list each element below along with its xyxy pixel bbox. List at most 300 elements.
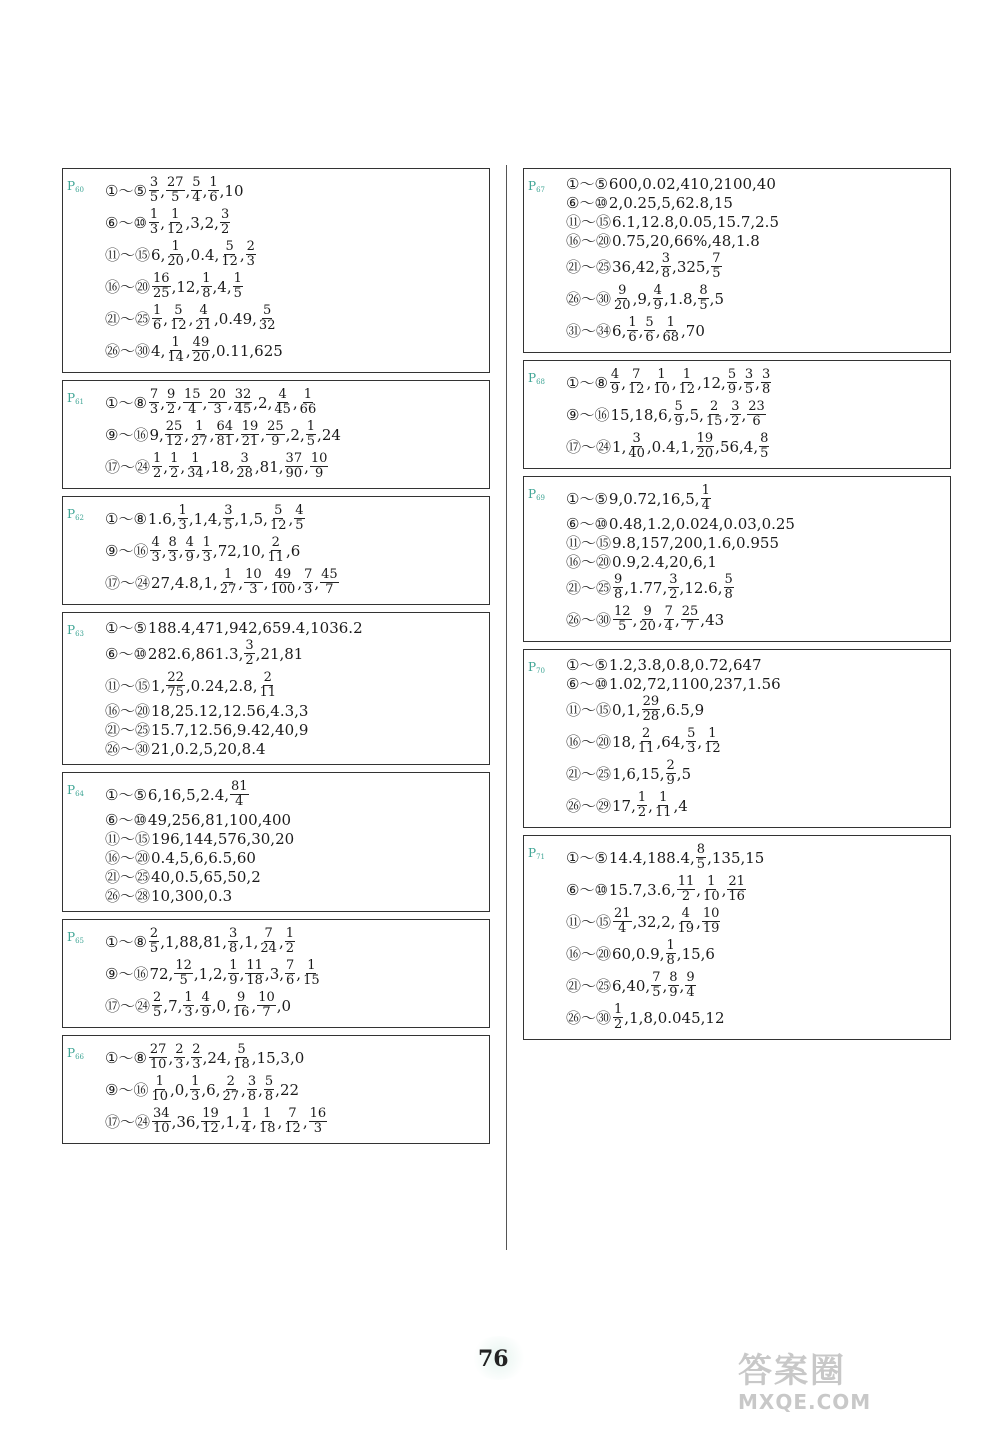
fraction xyxy=(174,1043,184,1072)
left-column xyxy=(62,168,490,1151)
answer-value: 6.5,9 xyxy=(665,700,705,719)
numerator: 1 xyxy=(682,367,692,382)
denominator: 81 xyxy=(216,434,233,449)
answer-row xyxy=(105,272,485,301)
numerator: 22 xyxy=(167,670,184,685)
question-range: ⑪～⑮ xyxy=(105,245,151,264)
denominator: 21 xyxy=(241,434,259,449)
answer-value: 1 xyxy=(244,932,254,951)
numerator: 10 xyxy=(702,906,720,921)
fraction xyxy=(149,176,159,205)
denominator: 3 xyxy=(175,1057,184,1072)
separator: , xyxy=(193,964,199,983)
answer-value: 6,16,5,2.4 xyxy=(147,785,225,804)
answer-value: 4 xyxy=(151,341,161,360)
denominator: 10 xyxy=(653,382,670,397)
answer-row xyxy=(566,907,946,936)
fraction xyxy=(258,671,277,700)
numerator: 3 xyxy=(661,251,671,266)
fraction xyxy=(273,388,292,417)
answer-row xyxy=(566,195,946,211)
denominator: 12 xyxy=(166,222,184,237)
question-range: ⑯～⑳ xyxy=(566,732,612,751)
question-range: ⑥～⑩ xyxy=(105,644,147,663)
answer-value: 0.9,2.4,20,6,1 xyxy=(612,553,717,571)
separator: , xyxy=(263,573,269,592)
denominator: 28 xyxy=(236,466,253,481)
numerator: 7 xyxy=(264,926,273,941)
fraction xyxy=(627,368,646,397)
fraction xyxy=(150,536,160,565)
numerator: 3 xyxy=(220,207,230,222)
fraction xyxy=(677,907,696,936)
numerator: 21 xyxy=(728,874,745,889)
separator: , xyxy=(226,277,232,296)
fraction xyxy=(266,420,285,449)
answer-value: 0.4,1 xyxy=(651,437,690,456)
separator: , xyxy=(755,373,760,392)
answer-row xyxy=(105,452,485,481)
fraction xyxy=(661,252,671,281)
numerator: 1 xyxy=(149,207,159,222)
separator: , xyxy=(251,996,257,1015)
numerator: 34 xyxy=(153,1106,170,1121)
answer-value: 72,10 xyxy=(217,541,261,560)
page-ref-label: $P_{63}$ xyxy=(67,623,84,638)
denominator: 3 xyxy=(213,402,222,417)
numerator: 8 xyxy=(699,283,708,298)
separator: , xyxy=(171,277,177,296)
answer-value: 1.8 xyxy=(668,289,693,308)
separator: , xyxy=(267,393,273,412)
question-range: ①～⑧ xyxy=(566,373,608,392)
answer-box-p64 xyxy=(62,772,490,912)
denominator: 7 xyxy=(685,619,695,634)
denominator: 8 xyxy=(247,1089,257,1104)
answer-value: 40,0.5,65,50,2 xyxy=(151,868,261,886)
answer-row xyxy=(105,504,485,533)
question-range: ⑪～⑮ xyxy=(566,912,612,931)
answer-value: 0.4,5,6,6.5,60 xyxy=(151,849,256,867)
fraction xyxy=(285,452,304,481)
separator: , xyxy=(160,213,165,232)
separator: , xyxy=(697,373,702,392)
answer-row xyxy=(105,703,485,719)
separator: , xyxy=(222,964,228,983)
numerator: 1 xyxy=(241,1106,251,1121)
separator: , xyxy=(214,213,219,232)
fraction xyxy=(685,971,695,1000)
numerator: 2 xyxy=(226,1074,235,1089)
numerator: 1 xyxy=(659,790,668,805)
question-range: ①～⑧ xyxy=(105,509,147,528)
separator: , xyxy=(226,1048,232,1067)
denominator: 9 xyxy=(201,1005,210,1020)
separator: , xyxy=(195,277,201,296)
answer-value: 10 xyxy=(224,181,244,200)
denominator: 2 xyxy=(220,222,230,237)
denominator: 2 xyxy=(245,653,254,668)
denominator: 11 xyxy=(654,805,672,820)
fraction xyxy=(759,432,769,461)
denominator: 19 xyxy=(702,921,720,936)
fraction xyxy=(244,568,263,597)
numerator: 5 xyxy=(192,175,201,190)
numerator: 3 xyxy=(245,638,254,653)
answer-value: 81 xyxy=(259,457,279,476)
watermark xyxy=(738,1352,978,1416)
numerator: 1 xyxy=(263,1106,272,1121)
answer-row xyxy=(566,971,946,1000)
answer-value: 188.4,471,942,659.4,1036.2 xyxy=(147,619,363,637)
fraction xyxy=(247,1075,257,1104)
answer-row xyxy=(566,554,946,570)
numerator: 37 xyxy=(285,451,303,466)
separator: , xyxy=(220,1112,226,1131)
answer-value: 0 xyxy=(281,996,292,1015)
separator: , xyxy=(160,393,165,412)
denominator: 3 xyxy=(184,1005,193,1020)
fraction xyxy=(220,240,239,269)
separator: , xyxy=(279,964,285,983)
numerator: 2 xyxy=(642,726,651,741)
separator: , xyxy=(161,541,167,560)
denominator: 20 xyxy=(167,254,184,269)
fraction xyxy=(285,959,295,988)
fraction xyxy=(306,420,316,449)
numerator: 4 xyxy=(151,535,160,550)
separator: , xyxy=(680,732,686,751)
fraction xyxy=(152,272,171,301)
fraction xyxy=(730,400,740,429)
separator: , xyxy=(624,578,630,597)
answer-value: 6,40 xyxy=(612,976,646,995)
separator: , xyxy=(226,996,231,1015)
numerator: 4 xyxy=(295,503,304,518)
numerator: 16 xyxy=(153,271,170,286)
numerator: 5 xyxy=(674,399,683,414)
separator: , xyxy=(632,610,638,629)
fraction xyxy=(294,504,304,533)
answer-value: 2,0.25,5,62.8,15 xyxy=(608,194,733,212)
question-range: ①～⑤ xyxy=(566,175,608,193)
denominator: 8 xyxy=(229,941,238,956)
fraction xyxy=(613,1003,623,1032)
denominator: 19 xyxy=(677,921,695,936)
fraction xyxy=(744,368,754,397)
denominator: 5 xyxy=(652,985,661,1000)
fraction xyxy=(674,400,684,429)
separator: , xyxy=(227,393,233,412)
numerator: 25 xyxy=(681,604,699,619)
denominator: 3 xyxy=(151,550,160,565)
page-ref-label: $P_{67}$ xyxy=(528,179,545,194)
fraction xyxy=(285,927,295,956)
answer-box-p71 xyxy=(523,835,951,1040)
denominator: 5 xyxy=(295,518,304,533)
fraction xyxy=(191,176,201,205)
answer-value: 9 xyxy=(637,289,647,308)
separator: , xyxy=(278,457,284,476)
answer-value: 0.49 xyxy=(218,309,253,328)
answer-value: 6.1,12.8,0.05,15.7,2.5 xyxy=(612,213,779,231)
separator: , xyxy=(632,289,638,308)
numerator: 2 xyxy=(192,1042,201,1057)
separator: , xyxy=(177,393,183,412)
answer-value: 9,0.72,16,5 xyxy=(608,489,695,508)
denominator: 3 xyxy=(149,402,159,417)
numerator: 7 xyxy=(304,567,313,582)
question-range: ①～⑧ xyxy=(105,932,147,951)
numerator: 1 xyxy=(153,303,162,318)
separator: , xyxy=(171,1112,177,1131)
fraction xyxy=(232,1043,251,1072)
denominator: 18 xyxy=(233,1057,250,1072)
separator: , xyxy=(209,425,215,444)
answer-box-p67 xyxy=(523,168,951,353)
answer-value: 12.6 xyxy=(684,578,718,597)
denominator: 27 xyxy=(222,1089,240,1104)
denominator: 11 xyxy=(637,741,655,756)
answer-row xyxy=(566,875,946,904)
separator: , xyxy=(171,509,177,528)
separator: , xyxy=(690,848,695,867)
fraction xyxy=(152,1107,171,1136)
separator: , xyxy=(234,425,240,444)
answer-value: 6 xyxy=(151,245,161,264)
denominator: 2 xyxy=(681,889,691,904)
fraction xyxy=(703,727,722,756)
numerator: 7 xyxy=(664,604,673,619)
numerator: 3 xyxy=(229,926,238,941)
separator: , xyxy=(195,1112,201,1131)
fraction xyxy=(194,304,213,333)
answer-value: 17 xyxy=(612,796,632,815)
numerator: 15 xyxy=(184,387,201,402)
numerator: 9 xyxy=(686,970,695,985)
fraction xyxy=(166,388,176,417)
separator: , xyxy=(177,996,183,1015)
answer-row xyxy=(566,484,946,513)
denominator: 2 xyxy=(669,587,678,602)
answer-value: 36 xyxy=(176,1112,196,1131)
question-range: ⑪～⑮ xyxy=(105,830,151,848)
numerator: 10 xyxy=(245,567,262,582)
fraction xyxy=(258,304,277,333)
fraction xyxy=(201,1107,220,1136)
denominator: 5 xyxy=(179,973,188,988)
fraction xyxy=(269,568,296,597)
numerator: 8 xyxy=(669,970,678,985)
numerator: 5 xyxy=(263,303,272,318)
answer-row xyxy=(566,432,946,461)
separator: , xyxy=(697,732,703,751)
fraction xyxy=(705,400,724,429)
separator: , xyxy=(694,489,700,508)
column-divider xyxy=(506,165,507,1250)
fraction xyxy=(668,573,678,602)
fraction xyxy=(724,573,734,602)
answer-value: 49,256,81,100,400 xyxy=(147,811,292,829)
denominator: 7 xyxy=(325,582,334,597)
numerator: 3 xyxy=(744,367,754,382)
denominator: 66 xyxy=(299,402,317,417)
denominator: 28 xyxy=(642,709,660,724)
answer-value: 72 xyxy=(149,964,169,983)
fraction xyxy=(652,368,671,397)
denominator: 9 xyxy=(666,773,675,788)
question-range: ⑪～⑮ xyxy=(566,534,612,552)
answer-value: 15.7,12.56,9.42,40,9 xyxy=(151,721,309,739)
separator: , xyxy=(211,341,216,360)
fraction xyxy=(174,959,193,988)
numerator: 5 xyxy=(237,1042,246,1057)
denominator: 2 xyxy=(614,1017,623,1032)
separator: , xyxy=(699,405,704,424)
page-ref-label: $P_{68}$ xyxy=(528,371,545,386)
numerator: 19 xyxy=(696,431,714,446)
question-range: ⑰～㉔ xyxy=(105,573,151,592)
question-range: ⑨～⑯ xyxy=(105,425,149,444)
fraction xyxy=(258,1107,277,1136)
answer-value: 9.8,157,200,1.6,0.955 xyxy=(612,534,780,552)
denominator: 12 xyxy=(678,382,696,397)
numerator: 3 xyxy=(731,399,740,414)
denominator: 8 xyxy=(614,587,623,602)
answer-row xyxy=(566,252,946,281)
numerator: 20 xyxy=(209,387,226,402)
numerator: 9 xyxy=(618,283,627,298)
numerator: 29 xyxy=(642,694,660,709)
answer-row xyxy=(105,620,485,636)
answer-row xyxy=(105,959,485,988)
denominator: 5 xyxy=(696,857,706,872)
answer-row xyxy=(566,535,946,551)
answer-value: 0 xyxy=(174,1080,185,1099)
answer-value: 21,81 xyxy=(260,644,304,663)
fraction xyxy=(303,568,313,597)
question-range: ⑥～⑩ xyxy=(566,194,608,212)
denominator: 45 xyxy=(274,402,291,417)
fraction xyxy=(696,432,715,461)
answer-row xyxy=(105,991,485,1020)
denominator: 5 xyxy=(760,446,769,461)
numerator: 3 xyxy=(224,503,233,518)
denominator: 27 xyxy=(219,582,237,597)
separator: , xyxy=(679,976,685,995)
fraction xyxy=(241,420,260,449)
fraction xyxy=(299,388,318,417)
denominator: 8 xyxy=(661,266,671,281)
answer-row xyxy=(105,304,485,333)
watermark-url: MXQE.COM xyxy=(738,1390,872,1414)
separator: , xyxy=(753,437,759,456)
right-column xyxy=(523,168,951,1047)
fraction xyxy=(666,759,676,788)
numerator: 4 xyxy=(201,990,210,1005)
page-ref-label: $P_{62}$ xyxy=(67,507,84,522)
answer-box-p61 xyxy=(62,380,490,489)
fraction xyxy=(190,420,209,449)
separator: , xyxy=(224,785,230,804)
numerator: 1 xyxy=(707,874,716,889)
denominator: 25 xyxy=(153,286,170,301)
separator: , xyxy=(674,610,680,629)
fraction xyxy=(150,1075,169,1104)
answer-value: 135,15 xyxy=(711,848,765,867)
watermark-logo: 答案圈 xyxy=(738,1351,846,1391)
answer-value: 24 xyxy=(321,425,341,444)
answer-value: 15,3,0 xyxy=(256,1048,305,1067)
fraction xyxy=(727,875,746,904)
separator: , xyxy=(659,944,665,963)
separator: , xyxy=(631,796,636,815)
fraction xyxy=(747,400,766,429)
denominator: 15 xyxy=(303,973,320,988)
fraction xyxy=(166,176,185,205)
denominator: 6 xyxy=(628,330,637,345)
numerator: 1 xyxy=(202,271,211,286)
numerator: 25 xyxy=(165,419,183,434)
answer-row xyxy=(566,843,946,872)
fraction xyxy=(698,284,708,313)
separator: , xyxy=(205,457,211,476)
denominator: 5 xyxy=(149,190,159,205)
answer-value: 2 xyxy=(290,425,300,444)
fraction xyxy=(222,1075,241,1104)
answer-value: 0.4 xyxy=(190,245,215,264)
numerator: 1 xyxy=(701,483,710,498)
fraction xyxy=(219,568,238,597)
fraction xyxy=(191,1043,201,1072)
fraction xyxy=(702,907,721,936)
numerator: 1 xyxy=(178,503,187,518)
fraction xyxy=(245,959,264,988)
fraction xyxy=(152,452,162,481)
separator: , xyxy=(255,644,261,663)
fraction xyxy=(215,420,234,449)
answer-value: 15,6 xyxy=(681,944,715,963)
fraction xyxy=(185,536,195,565)
numerator: 8 xyxy=(168,535,177,550)
answer-value: 1.02,72,1100,237,1.56 xyxy=(608,675,781,693)
separator: , xyxy=(689,437,695,456)
numerator: 7 xyxy=(149,387,159,402)
answer-value: 64 xyxy=(661,732,681,751)
separator: , xyxy=(624,1008,630,1027)
separator: , xyxy=(163,996,169,1015)
separator: , xyxy=(239,964,245,983)
denominator: 90 xyxy=(285,466,303,481)
separator: , xyxy=(304,457,309,476)
separator: , xyxy=(201,1080,207,1099)
separator: , xyxy=(278,932,284,951)
separator: , xyxy=(160,181,165,200)
fraction xyxy=(651,971,661,1000)
separator: , xyxy=(217,509,223,528)
question-range: ㉖～㉙ xyxy=(566,796,612,815)
answer-value: 1.2,3.8,0.8,0.72,647 xyxy=(608,656,762,674)
fraction xyxy=(223,504,233,533)
separator: , xyxy=(667,405,673,424)
separator: , xyxy=(681,321,686,340)
separator: , xyxy=(251,1048,257,1067)
fraction xyxy=(654,791,673,820)
numerator: 7 xyxy=(712,251,721,266)
fraction xyxy=(666,939,676,968)
numerator: 5 xyxy=(724,572,733,587)
fraction xyxy=(686,727,696,756)
